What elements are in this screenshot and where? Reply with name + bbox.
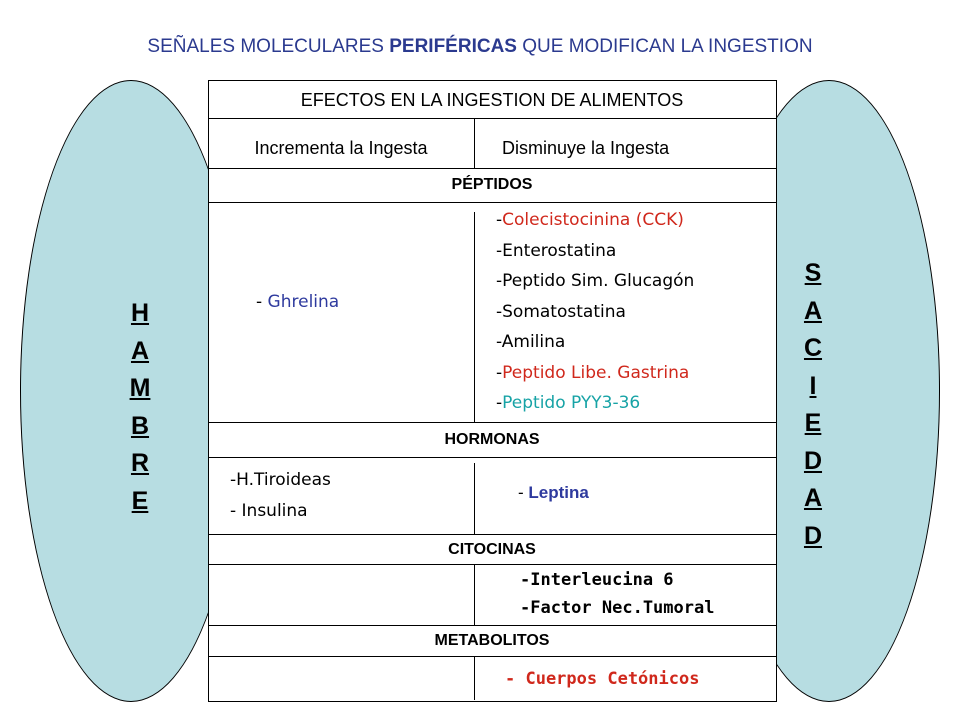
divider — [208, 534, 776, 535]
saciedad-letter: I — [809, 371, 817, 400]
saciedad-letter: S — [804, 259, 822, 287]
item-text: Leptina — [528, 483, 589, 502]
hambre-letter: M — [129, 374, 151, 402]
divider — [208, 202, 776, 203]
section-title-metabolitos: METABOLITOS — [434, 632, 550, 649]
hambre-letter: B — [130, 411, 150, 440]
item-text: Peptido PYY3-36 — [502, 393, 641, 413]
list-item: -Interleucina 6 — [520, 570, 674, 590]
divider — [208, 118, 776, 119]
item-text: Somatostatina — [502, 301, 626, 322]
list-item — [496, 236, 694, 267]
list-item — [496, 205, 694, 236]
hambre-label — [120, 295, 160, 520]
column-header-increase: Incrementa la Ingesta — [254, 138, 428, 158]
item-text: Colecistocinina (CCK) — [502, 210, 684, 230]
item-text: Amilina — [501, 332, 566, 352]
item-text: Peptido Libe. Gastrina — [502, 362, 690, 383]
divider — [208, 457, 776, 458]
item-dash: - — [518, 483, 529, 502]
list-item — [496, 297, 694, 328]
item-dash: - — [496, 332, 502, 352]
section-title-citocinas: CITOCINAS — [448, 541, 536, 558]
title-emphasis: PERIFÉRICAS — [389, 36, 517, 57]
section-title-hormonas: HORMONAS — [444, 431, 540, 448]
item-dash: - — [496, 210, 503, 230]
saciedad-letter: E — [804, 409, 822, 437]
item-dash: - — [256, 292, 268, 312]
list-item — [496, 266, 694, 297]
list-item: -Factor Nec.Tumoral — [520, 598, 715, 618]
title-suffix: QUE MODIFICAN LA INGESTION — [516, 36, 813, 57]
item-text: Ghrelina — [267, 292, 340, 312]
divider — [208, 656, 776, 657]
item-text: Enterostatina — [502, 240, 617, 261]
column-divider — [474, 564, 475, 625]
item-text: Peptido Sim. Glucagón — [502, 271, 695, 291]
column-header-decrease: Disminuye la Ingesta — [502, 138, 670, 158]
divider — [208, 564, 776, 565]
saciedad-letter: D — [803, 446, 823, 475]
column-divider — [474, 118, 475, 168]
hambre-letter: A — [130, 336, 150, 365]
list-item — [496, 388, 694, 419]
hambre-letter: H — [130, 299, 150, 327]
column-divider — [474, 463, 475, 534]
table-header: EFECTOS EN LA INGESTION DE ALIMENTOS — [300, 90, 684, 110]
saciedad-letter: D — [803, 521, 823, 550]
item-dash: - — [496, 301, 503, 322]
saciedad-letter: A — [803, 296, 823, 325]
citocinas-decrease-list — [520, 566, 714, 622]
list-item: - Cuerpos Cetónicos — [505, 669, 700, 689]
saciedad-letter: A — [803, 484, 823, 512]
list-item — [496, 358, 694, 389]
divider — [208, 168, 776, 169]
list-item — [256, 287, 339, 318]
list-item — [518, 478, 589, 509]
hormonas-increase-list — [230, 465, 331, 526]
column-divider — [474, 656, 475, 700]
hambre-letter: E — [131, 486, 149, 515]
column-divider — [474, 212, 475, 422]
saciedad-label — [793, 255, 833, 555]
section-title-peptidos: PÉPTIDOS — [451, 176, 533, 193]
hambre-letter: R — [130, 449, 150, 477]
divider — [208, 422, 776, 423]
list-item: -H.Tiroideas — [230, 470, 331, 490]
list-item — [496, 327, 694, 358]
item-dash: - — [496, 393, 503, 413]
item-dash: - — [496, 240, 503, 261]
saciedad-letter: C — [803, 334, 823, 362]
page-title — [0, 36, 960, 58]
title-prefix: SEÑALES MOLECULARES — [147, 36, 390, 57]
peptidos-decrease-list — [496, 205, 694, 419]
list-item: - Insulina — [230, 500, 308, 521]
item-dash: - — [496, 271, 503, 291]
item-dash: - — [496, 362, 503, 383]
divider — [208, 625, 776, 626]
